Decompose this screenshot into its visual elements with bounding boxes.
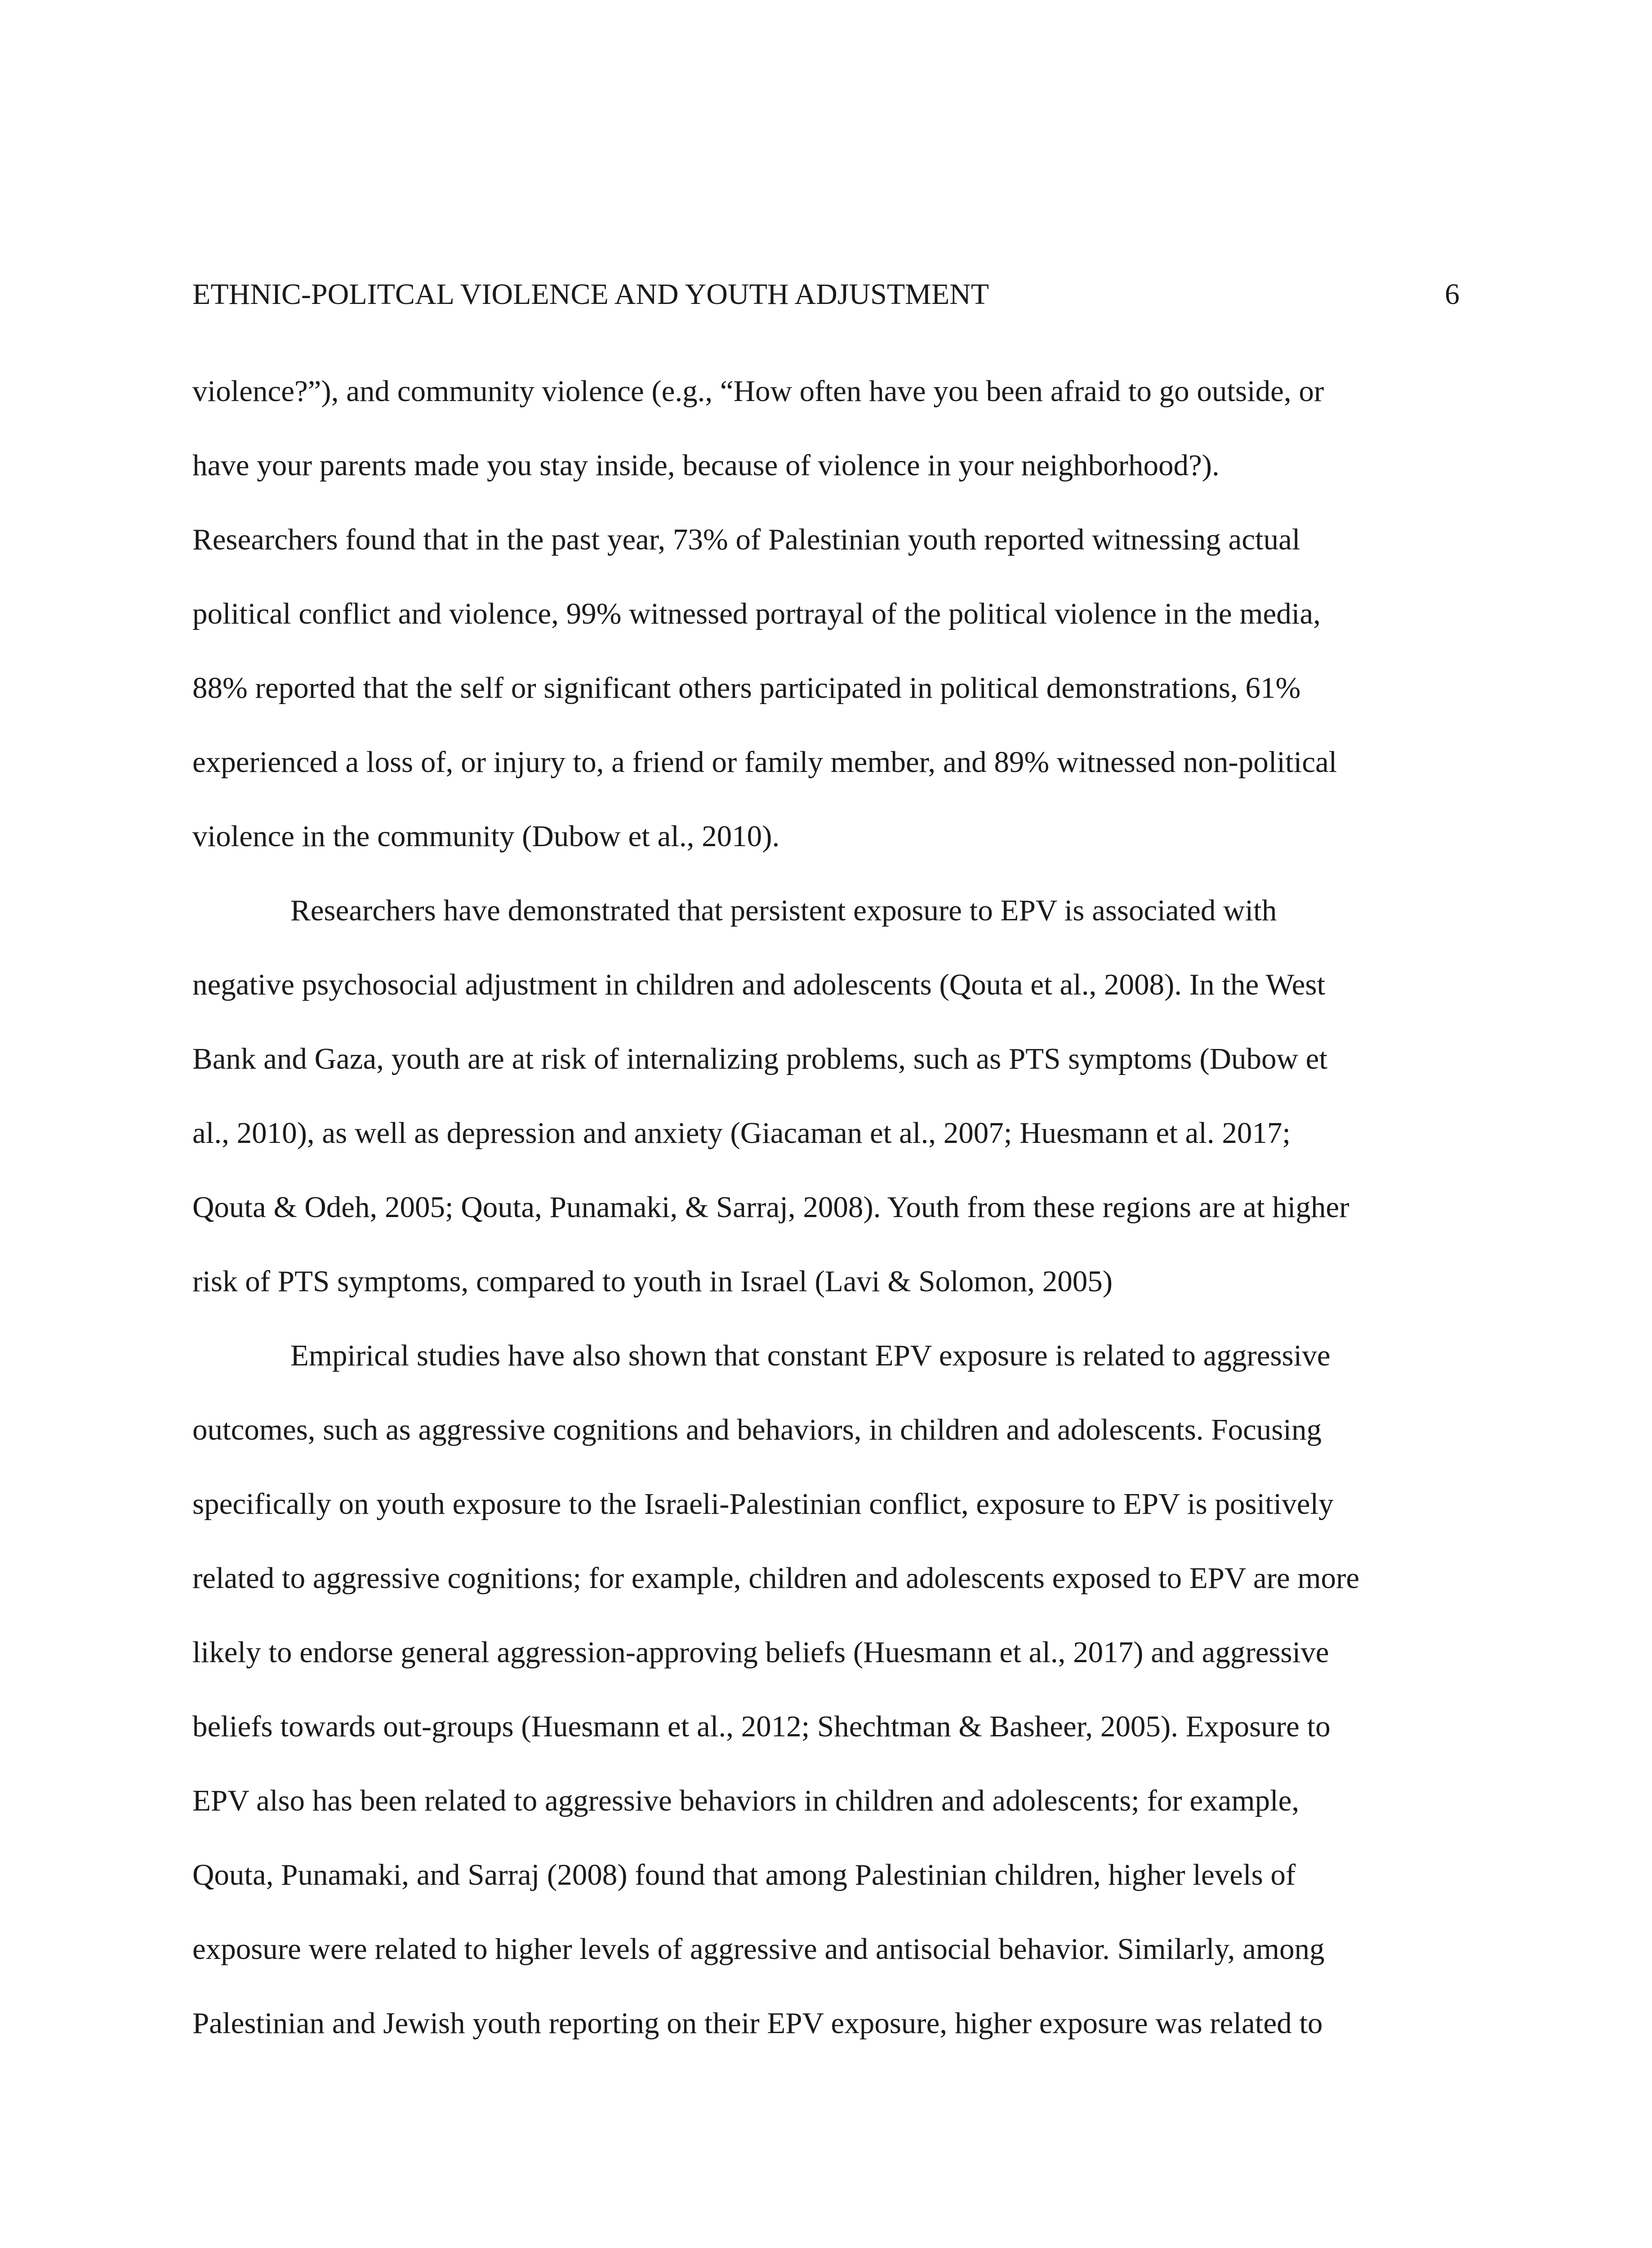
text-line: beliefs towards out-groups (Huesmann et al., 2012; Shechtman & Basheer, 2005). Exposure to	[192, 1710, 1331, 1743]
text-line: specifically on youth exposure to the Israeli-Palestinian conflict, exposure to EPV is positively	[192, 1487, 1334, 1521]
text-line: violence in the community (Dubow et al., 2010).	[192, 820, 780, 853]
text-line: violence?”), and community violence (e.g., “How often have you been afraid to go outside, or	[192, 375, 1324, 408]
text-line: Researchers found that in the past year, 73% of Palestinian youth reported witnessing actual	[192, 523, 1300, 556]
text-line: exposure were related to higher levels of aggressive and antisocial behavior. Similarly, among	[192, 1932, 1325, 1966]
text-line: have your parents made you stay inside, because of violence in your neighborhood?).	[192, 449, 1220, 482]
text-line: outcomes, such as aggressive cognitions and behaviors, in children and adolescents. Focusing	[192, 1413, 1322, 1446]
paragraph-first-line: Researchers have demonstrated that persistent exposure to EPV is associated with	[290, 894, 1277, 927]
text-line: Palestinian and Jewish youth reporting on their EPV exposure, higher exposure was related to	[192, 2007, 1323, 2040]
text-line: related to aggressive cognitions; for example, children and adolescents exposed to EPV are more	[192, 1561, 1360, 1595]
page-number: 6	[1445, 278, 1460, 311]
text-line: negative psychosocial adjustment in children and adolescents (Qouta et al., 2008). In the West	[192, 968, 1326, 1001]
text-line: risk of PTS symptoms, compared to youth in Israel (Lavi & Solomon, 2005)	[192, 1265, 1113, 1298]
text-line: experienced a loss of, or injury to, a friend or family member, and 89% witnessed non-political	[192, 745, 1337, 779]
text-line: al., 2010), as well as depression and anxiety (Giacaman et al., 2007; Huesmann et al. 2017;	[192, 1116, 1291, 1150]
text-line: likely to endorse general aggression-approving beliefs (Huesmann et al., 2017) and aggressive	[192, 1636, 1329, 1669]
text-line: Qouta & Odeh, 2005; Qouta, Punamaki, & Sarraj, 2008). Youth from these regions are at higher	[192, 1191, 1349, 1224]
text-line: EPV also has been related to aggressive behaviors in children and adolescents; for example,	[192, 1784, 1300, 1817]
running-title: ETHNIC-POLITCAL VIOLENCE AND YOUTH ADJUSTMENT	[192, 278, 989, 311]
text-line: political conflict and violence, 99% witnessed portrayal of the political violence in the media,	[192, 597, 1321, 630]
text-line: 88% reported that the self or significant others participated in political demonstrations, 61%	[192, 671, 1301, 705]
running-head	[192, 274, 1460, 315]
text-line: Bank and Gaza, youth are at risk of internalizing problems, such as PTS symptoms (Dubow et	[192, 1042, 1328, 1075]
paragraph-first-line: Empirical studies have also shown that constant EPV exposure is related to aggressive	[290, 1339, 1331, 1372]
text-line: Qouta, Punamaki, and Sarraj (2008) found that among Palestinian children, higher levels of	[192, 1858, 1296, 1891]
body-text	[192, 366, 1460, 2073]
